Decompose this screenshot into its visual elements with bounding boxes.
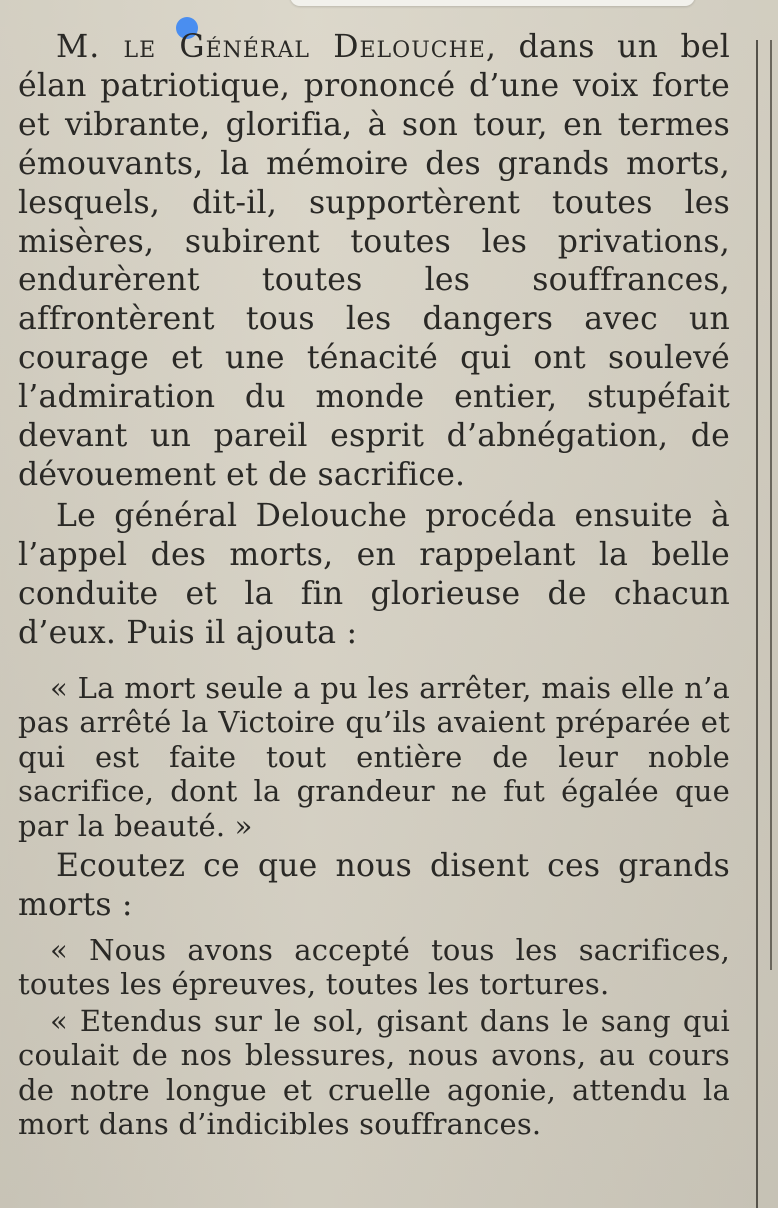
speaker-name: M. le Général Delouche — [56, 29, 486, 65]
column-rule — [756, 40, 758, 1208]
paragraph-roll-call: Le général Delouche procéda ensuite à l’appel des morts, en rappelant la belle conduite et la fin glorieuse de chacun d’eux. Puis il ajouta : — [18, 497, 730, 651]
paragraph-general-speech — [18, 28, 730, 495]
quote-sacrifices: « Nous avons accepté tous les sacrifices, toutes les épreuves, toutes les tortures. — [18, 932, 730, 1002]
quote-agony: « Etendus sur le sol, gisant dans le sang qui coulait de nos blessures, nous avons, au cours de notre longue et cruelle agonie, attendu la mort dans d’indicibles souffrances. — [18, 1003, 730, 1142]
paragraph-text: , dans un bel élan patriotique, prononcé d’une voix forte et vibrante, glorifia, à son tour, en termes émouvants, la mémoire des grands morts, lesquels, dit-il, supportèrent toutes les misères, subirent toutes les privations, endurèrent toutes les souffrances, affrontèrent tous les dangers avec un courage et une ténacité qui ont soulevé l’admiration du monde entier, stupéfait devant un pareil esprit d’abnégation, de dévouement et de sacrifice. — [18, 29, 730, 493]
browser-address-pill[interactable] — [290, 0, 695, 6]
newspaper-article — [18, 28, 730, 1142]
paragraph-listen: Ecoutez ce que nous disent ces grands morts : — [18, 848, 730, 923]
quote-victory: « La mort seule a pu les arrêter, mais elle n’a pas arrêté la Victoire qu’ils avaient préparée et qui est faite tout entière de leur noble sacrifice, dont la grandeur ne fut égalée que par la beauté. » — [18, 670, 730, 843]
column-rule-outer — [770, 40, 772, 970]
